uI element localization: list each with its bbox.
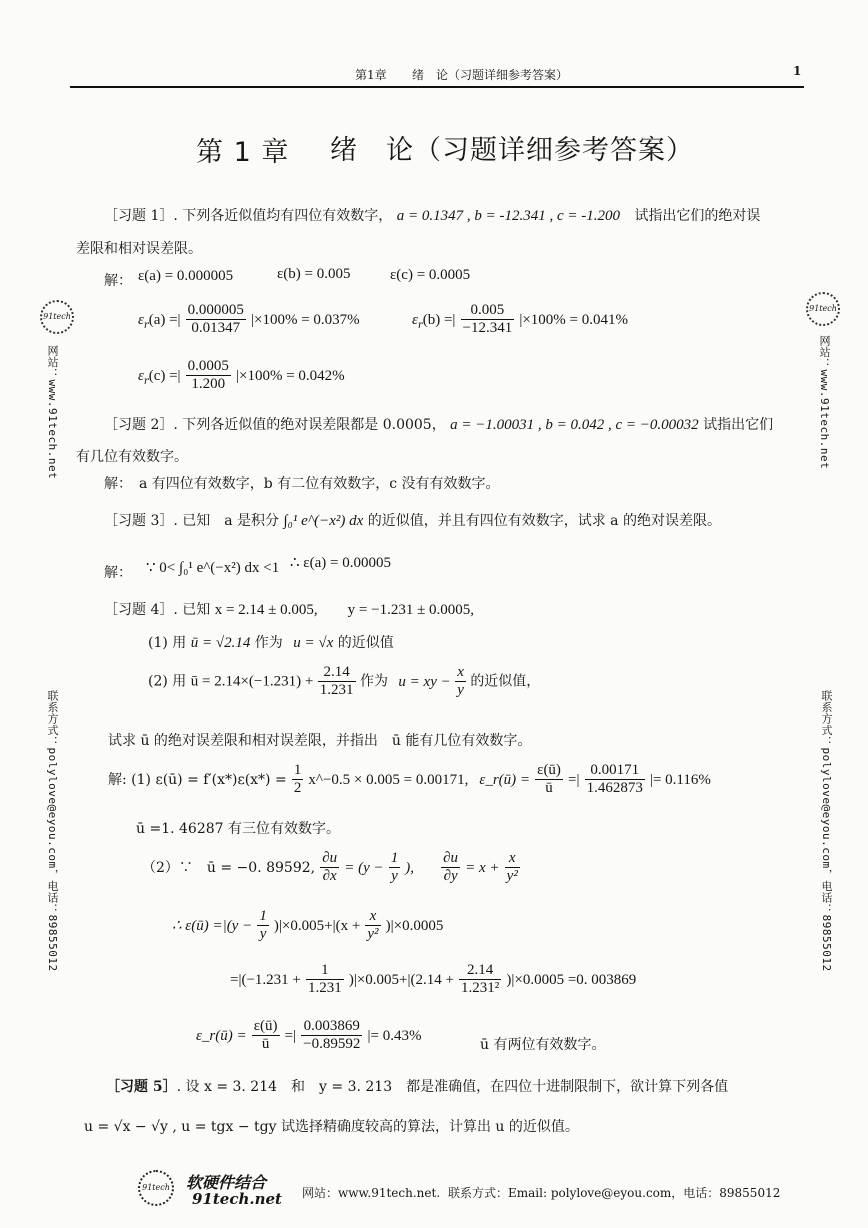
s2-er-d1: ū [261,1036,270,1052]
er-c-right: |×100% = 0.042% [236,368,345,384]
s2-d1-n: 1 [390,850,399,866]
s1-frac [292,762,304,797]
s2-line2-d2: 1.231² [461,980,500,996]
s2-d2-d: y² [506,868,518,884]
header-chapter: 第1章 [355,68,387,82]
ex4-s2-eps [172,908,443,943]
ex4-s2-er [196,1018,421,1053]
s2-d2-num: ∂u [443,850,459,866]
s2-eps-pre: ∴ ε(ū) =|(y − [172,918,253,934]
ex2-label: ［习题 2］ [104,417,174,433]
s2-d2-frac [441,850,460,885]
s2-eps-n2: x [365,908,380,926]
s1-er-frac2 [585,762,645,797]
s2-line2-frac1 [306,962,344,997]
ex2-line1 [104,414,773,434]
ex4-s2-derivs [142,850,520,885]
page-number: 1 [793,64,802,78]
s2-d1-d: y [391,868,398,884]
s2-er-n1: ε(ū) [253,1018,278,1034]
item2-pre: (2) 用 [148,673,187,690]
item2-target: u = xy − [398,673,451,690]
s2-d2-n: x [505,850,520,868]
er-a-frac [186,302,246,337]
s2-eps-frac1 [257,908,269,943]
item1-post: 的近似值 [337,635,394,651]
ex1-values: a = 0.1347 , b = -12.341 , c = -1.200 [396,208,620,224]
ex3-integral: ∫₀¹ e^(−x²) dx [283,513,364,529]
ex4-label: ［习题 4］ [104,602,174,618]
ex4-s1 [108,762,711,797]
s2-line2-mid: )|×0.005+|(2.14 + [348,972,454,988]
s1-er-eq: =| [568,772,580,788]
item2-post: 的近似值， [470,673,541,690]
item2-tfrac [455,664,466,699]
er-a-right: |×100% = 0.037% [251,312,360,328]
left-logo-icon: 91tech [40,300,74,334]
ex1-eps-c: ε(c) = 0.0005 [390,267,471,283]
ex3-text: . 已知 a 是积分 [173,513,280,529]
ex2-text2: 试指出它们 [703,417,774,433]
footer-website: 网站：www.91tech.net. [302,1186,441,1200]
ex4-s2-line2 [230,962,636,997]
sub-r: r [417,320,423,332]
s1-er-num: ε(ū) [537,762,561,778]
s1-mid: x^−0.5 × 0.005 = 0.00171, [308,772,469,788]
er-c-arg: (c) =| [148,368,181,384]
item2-expr: ū = 2.14×(−1.231) + [190,673,314,690]
s2-eps-frac2 [365,908,380,943]
ex4-given: x = 2.14 ± 0.005, y = −1.231 ± 0.0005, [214,602,475,618]
s2-d1-eq: = (y − [344,860,384,876]
s2-d1-end: ), [405,860,415,876]
footer-brand-cn: 软硬件结合 [186,1173,267,1192]
s1-er-right: |= 0.116% [649,772,711,788]
item2-den: 1.231 [319,682,354,698]
er-c-num: 0.0005 [187,358,229,374]
er-a-arg: (a) =| [148,312,181,328]
ex2-values: a = −1.00031 , b = 0.042 , c = −0.00032 [450,417,699,433]
footer-contact: 联系方式：Email: polylove@eyou.com，电话：89855012 [448,1186,781,1200]
ex1-er-c [138,358,345,393]
ex1-er-b [412,302,628,337]
header-topic: 绪 论（习题详细参考答案） [412,68,569,82]
ex5-label: ［习题 5］ [106,1079,177,1095]
ex1-label: ［习题 1］ [104,208,174,224]
s2-eps-n1: 1 [259,908,267,924]
s2-er-eq: =| [284,1028,297,1044]
ex3-sol1: ∵ 0< ∫₀¹ e^(−x²) dx <1 [146,560,280,576]
ex3-sol2: ∴ ε(a) = 0.00005 [290,555,391,571]
item2-mid: 作为 [359,673,388,690]
s1-den: 2 [293,780,302,796]
ex1-eps-b: ε(b) = 0.005 [277,266,351,282]
ex1-eps-a: ε(a) = 0.000005 [138,268,234,284]
right-contact: 联系方式：polylove@eyou.com，电话：89855012 [820,690,833,972]
left-website: 网站：www.91tech.net [46,345,59,480]
ex4-item2 [148,664,540,699]
ex4-text: . 已知 [173,602,211,618]
er-b-right: |×100% = 0.041% [519,312,628,328]
s2-d2-den: ∂y [443,868,458,884]
er-b-frac [461,302,515,337]
s2-eps-end: )|×0.0005 [385,918,444,934]
ex3-text2: 的近似值，并且有四位有效数字，试求 a 的绝对误差限。 [367,513,721,529]
s2-pre: （2）∵ ū = −0. 89592, [142,860,316,876]
ex5-text: . 设 x = 3. 214 和 y = 3. 213 都是准确值，在四位十进制限制下，欲计算下列各值 [176,1079,729,1095]
ex5-line2: u = √x − √y , u = tgx − tgy 试选择精确度较高的算法，计算出 u 的近似值。 [84,1119,579,1135]
s2-er-end: |= 0.43% [367,1028,422,1044]
er-c-den: 1.200 [191,376,226,392]
s2-d1-frac2 [389,850,401,885]
s2-d2-frac2 [505,850,520,885]
ex1-line1 [104,205,760,225]
ex2-line2: 有几位有效数字。 [76,449,188,465]
s2-line2-end: )|×0.0005 =0. 003869 [506,972,637,988]
ex1-text2: 试指出它们的绝对误 [634,208,761,224]
ex4-line1 [104,598,474,619]
ex1-line2: 差限和相对误差限。 [76,241,202,257]
s2-eps-d2: y² [367,926,379,942]
item2-frac [318,664,356,699]
item2-tnum: x [457,664,464,680]
page-title: 绪 论（习题详细参考答案） [330,135,694,166]
title-chapter: 第 1 章 [196,137,290,168]
item2-tden: y [457,682,464,698]
ex3-label: ［习题 3］ [104,513,174,529]
s2-d1-den: ∂x [322,868,337,884]
ex3-line1 [104,510,721,530]
er-c-frac [186,358,231,393]
ex3-sol-label: 解： [104,565,132,581]
s2-line2-d1: 1.231 [307,980,342,996]
item1-pre: (1) 用 [148,635,187,651]
s2-line2-pre: =|(−1.231 + [230,972,301,988]
sub-r: r [143,376,149,388]
ex5-line1 [106,1076,728,1096]
s2-line2-frac2 [459,962,501,997]
er-a-num: 0.000005 [187,302,244,318]
s1-left: 解: (1) ε(ū) = f′(x*)ε(x*) = [108,772,287,788]
item1-target: u = √x [293,635,334,651]
s2-er-d2: −0.89592 [303,1036,361,1052]
ex1-text: . 下列各近似值均有四位有效数字， [173,208,393,224]
s1-num: 1 [293,762,302,778]
ex4-item1 [148,632,394,652]
ex4-ask: 试求 ū 的绝对误差限和相对误差限，并指出 ū 能有几位有效数字。 [108,733,532,749]
er-b-arg: (b) =| [422,312,456,328]
s2-line2-n2: 2.14 [459,962,501,980]
item1-expr: ū = √2.14 [190,635,251,651]
s2-d1-frac [320,850,339,885]
s1-er: ε_r(ū) = [479,772,531,788]
header-rule [70,86,804,88]
s2-line2-n1: 1 [306,962,344,980]
s2-eps-mid: )|×0.005+|(x + [273,918,361,934]
ex4-s2-note: ū 有两位有效数字。 [480,1037,606,1053]
right-logo-icon: 91tech [806,292,840,326]
epsilon-symbol: ε [138,368,144,384]
ex4-s1-note: ū =1. 46287 有三位有效数字。 [136,821,340,837]
footer-brand-en: 91tech.net [192,1190,282,1208]
s2-er-frac1 [252,1018,280,1053]
er-a-den: 0.01347 [191,320,241,336]
right-website: 网站：www.91tech.net [818,335,831,470]
footer-logo-icon: 91tech [138,1170,174,1206]
ex1-er-a [138,302,360,337]
s1-er-den2: 1.462873 [586,780,643,796]
ex2-solution: 解： a 有四位有效数字，b 有二位有效数字，c 没有有效数字。 [104,476,500,492]
s2-er-frac2 [301,1018,362,1053]
s1-er-num2: 0.00171 [585,762,645,780]
s1-er-frac [535,762,563,797]
sub-r: r [143,320,149,332]
left-contact: 联系方式：polylove@eyou.com，电话：89855012 [46,690,59,972]
s2-er-n2: 0.003869 [301,1018,362,1036]
ex1-sol-label: 解： [104,273,132,289]
er-b-den: −12.341 [462,320,513,336]
s2-er-pre: ε_r(ū) = [196,1028,247,1044]
s1-er-den: ū [545,780,553,796]
item2-num: 2.14 [318,664,356,682]
item1-mid: 作为 [254,635,283,651]
s2-eps-d1: y [259,926,267,942]
epsilon-symbol: ε [138,312,144,328]
s2-d1-num: ∂u [322,850,338,866]
ex2-text: . 下列各近似值的绝对误差限都是 0.0005， [173,417,446,433]
er-b-num: 0.005 [461,302,515,320]
s2-d2-eq: = x + [465,860,500,876]
epsilon-symbol: ε [412,312,418,328]
